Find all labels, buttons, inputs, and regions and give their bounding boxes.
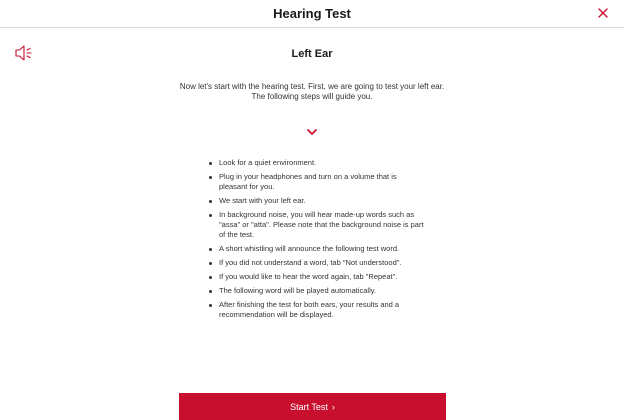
scroll-up-button[interactable]	[301, 412, 323, 420]
page-title: Hearing Test	[273, 6, 351, 21]
section-title: Left Ear	[291, 48, 333, 60]
close-icon	[596, 6, 610, 20]
intro-text: Now let's start with the hearing test. First, we are going to test your left ear. The following steps will guide you.	[179, 82, 445, 101]
step-item: The following word will be played automatically.	[208, 286, 424, 296]
header-bar	[0, 0, 624, 28]
step-item: After finishing the test for both ears, your results and a recommendation will be displayed.	[208, 300, 424, 320]
chevron-down-icon	[306, 127, 318, 137]
step-item: Look for a quiet environment.	[208, 158, 424, 168]
step-item: If you did not understand a word, tab "Not understood".	[208, 258, 424, 268]
close-button[interactable]	[596, 6, 610, 20]
step-item: In background noise, you will hear made-up words such as "assa" or "atta". Please note that the background noise is part of the test.	[208, 210, 424, 240]
step-item: Plug in your headphones and turn on a volume that is pleasant for you.	[208, 172, 424, 192]
step-item: A short whistling will announce the following test word.	[208, 244, 424, 254]
start-test-label: Start Test	[290, 401, 328, 412]
step-item: If you would like to hear the word again, tab "Repeat".	[208, 272, 424, 282]
expand-chevron[interactable]	[306, 124, 318, 134]
chevron-right-icon: ›	[331, 401, 335, 412]
steps-list	[208, 158, 424, 324]
step-item: We start with your left ear.	[208, 196, 424, 206]
